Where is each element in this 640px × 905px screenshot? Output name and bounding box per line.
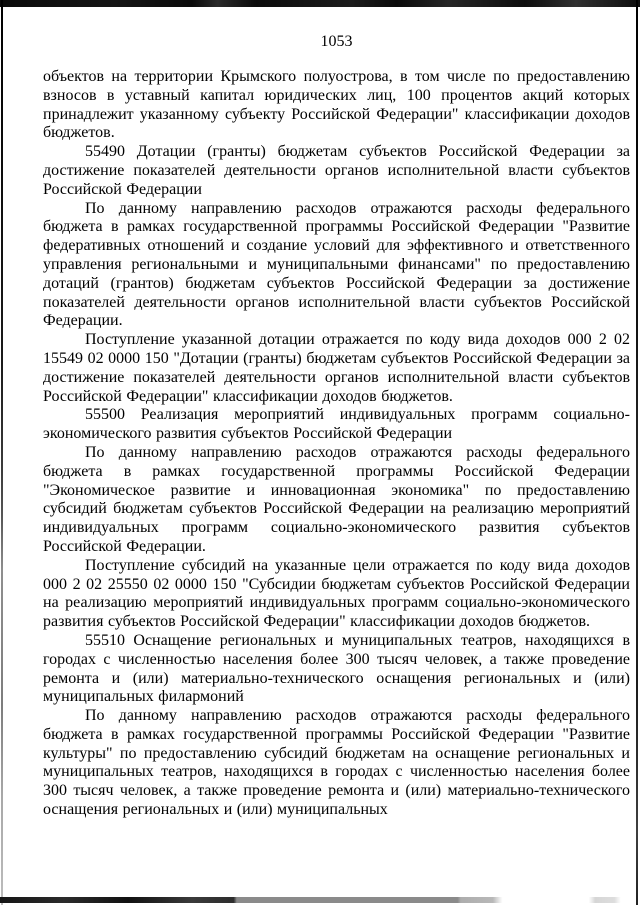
paragraph-heading-55510: 55510 Оснащение региональных и муниципальных театров, находящихся в городах с численностью населения более 300 тысяч человек, а также проведение ремонта и (или) материально-технического оснащения региональных и (или) муниципальных филармоний <box>43 631 630 706</box>
scan-artifact-right-edge <box>636 0 638 905</box>
scan-artifact-bottom-bar <box>0 897 640 903</box>
paragraph-heading-55490: 55490 Дотации (гранты) бюджетам субъектов Российской Федерации за достижение показателей деятельности органов исполнительной власти субъектов Российской Федерации <box>43 143 630 198</box>
paragraph-continuation: объектов на территории Крымского полуострова, в том числе по предоставлению взносов в уставный капитал юридических лиц, 100 процентов акций которых принадлежит указанному субъекту Российской Федерации" классификации доходов бюджетов. <box>43 68 630 142</box>
paragraph: По данному направлению расходов отражаются расходы федерального бюджета в рамках государственной программы Российской Федерации "Экономическое развитие и инновационная экономика" по предоставлению субсидий бюджетам субъектов Российской Федерации на реализацию мероприятий индивидуальных программ социально-экономического развития субъектов Российской Федерации. <box>43 443 630 555</box>
page-content <box>43 32 630 820</box>
paragraph-heading-55500: 55500 Реализация мероприятий индивидуальных программ социально-экономического развития субъектов Российской Федерации <box>43 406 630 443</box>
page-number: 1053 <box>320 33 353 50</box>
paragraph: По данному направлению расходов отражаются расходы федерального бюджета в рамках государственной программы Российской Федерации "Развитие федеративных отношений и создание условий для эффективного и ответственного управления региональными и муниципальными финансами" по предоставлению дотаций (грантов) бюджетам субъектов Российской Федерации за достижение показателей деятельности органов исполнительной власти субъектов Российской Федерации. <box>43 199 630 330</box>
scan-artifact-top-bar <box>0 0 640 7</box>
paragraph: По данному направлению расходов отражаются расходы федерального бюджета в рамках государственной программы Российской Федерации "Развитие культуры" по предоставлению субсидий бюджетам на оснащение региональных и муниципальных театров, находящихся в городах с численностью населения более 300 тысяч человек, а также проведение ремонта и (или) материально-технического оснащения региональных и (или) муниципальных <box>43 707 630 819</box>
scan-artifact-left-edge <box>1 0 3 905</box>
paragraph: Поступление указанной дотации отражается по коду вида доходов 000 2 02 15549 02 0000 150 "Дотации (гранты) бюджетам субъектов Российской Федерации за достижение показателей деятельности органов исполнительной власти субъектов Российской Федерации" классификации доходов бюджетов. <box>43 331 630 405</box>
document-body <box>43 68 630 820</box>
paragraph: Поступление субсидий на указанные цели отражается по коду вида доходов 000 2 02 25550 02 0000 150 "Субсидии бюджетам субъектов Российской Федерации на реализацию мероприятий индивидуальных программ социально-экономического развития субъектов Российской Федерации" классификации доходов бюджетов. <box>43 556 630 631</box>
